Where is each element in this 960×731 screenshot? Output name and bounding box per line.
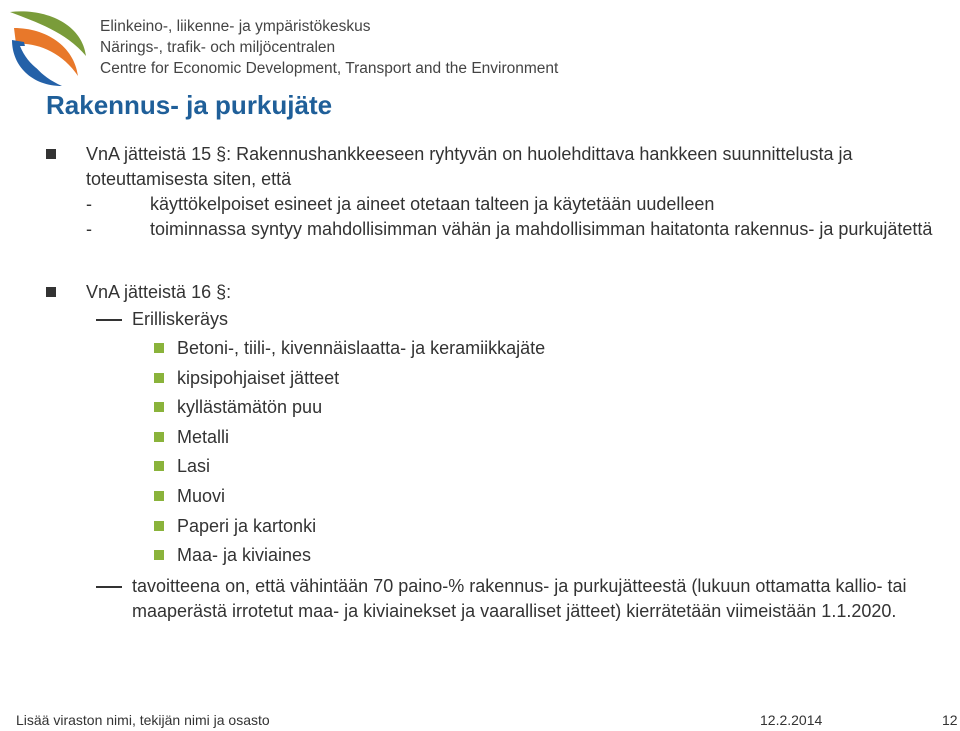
- list-item: [46, 541, 958, 571]
- ely-leaf-logo-icon: [6, 6, 88, 88]
- list-item: [46, 334, 958, 364]
- list-item-text: kipsipohjaiset jätteet: [177, 367, 340, 388]
- list-item-text: kyllästämätön puu: [177, 397, 323, 418]
- list-item: [46, 423, 958, 453]
- org-name-sv: Närings-, trafik- och miljöcentralen: [100, 39, 336, 56]
- dash-item: [46, 217, 958, 242]
- dash-item: [46, 192, 958, 217]
- green-square-bullet-icon: [154, 343, 164, 353]
- org-name-fi: Elinkeino-, liikenne- ja ympäristökeskus: [100, 18, 371, 35]
- list-item: [46, 452, 958, 482]
- green-square-bullet-icon: [154, 521, 164, 531]
- green-square-bullet-icon: [154, 432, 164, 442]
- square-bullet-icon: [46, 287, 56, 297]
- footer-page-number: 12: [942, 712, 958, 728]
- list-item-text: Metalli: [177, 426, 230, 447]
- bullet-16: [46, 280, 958, 305]
- dash-marker: [96, 586, 122, 588]
- bullet-16-text: VnA jätteistä 16 §:: [86, 282, 232, 302]
- list-item-text: Maa- ja kiviaines: [177, 545, 312, 566]
- dash-item-text: käyttökelpoiset esineet ja aineet otetaan talteen ja käytetään uudelleen: [150, 194, 715, 214]
- dash-marker: [96, 319, 122, 321]
- list-item: [46, 393, 958, 423]
- dash-item-text: toiminnassa syntyy mahdollisimman vähän ja mahdollisimman haitatonta rakennus- ja purkujätettä: [150, 219, 933, 239]
- bullet-15: [46, 142, 958, 192]
- footer-date: 12.2.2014: [760, 712, 823, 728]
- green-square-bullet-icon: [154, 550, 164, 560]
- sub-bullet-separate-collection: [46, 305, 958, 334]
- bullet-15-text: VnA jätteistä 15 §: Rakennushankkeeseen ryhtyvän on huolehdittava hankkeen suunnittelusta ja toteuttamisesta siten, että: [86, 144, 853, 189]
- square-bullet-icon: [46, 149, 56, 159]
- list-item-text: Muovi: [177, 485, 226, 506]
- green-square-bullet-icon: [154, 373, 164, 383]
- green-square-bullet-icon: [154, 461, 164, 471]
- dash-marker: -: [86, 194, 92, 214]
- list-item-text: Lasi: [177, 456, 211, 477]
- sub-bullet-text: tavoitteena on, että vähintään 70 paino-% rakennus- ja purkujätteestä (lukuun ottamatta kallio- tai maaperästä irrotetut maa- ja kiviainekset ja vaaralliset jätteet) kierrätetään viimeistään 1.1.2020.: [132, 575, 907, 621]
- list-item: [46, 482, 958, 512]
- org-name-en: Centre for Economic Development, Transport and the Environment: [100, 60, 559, 77]
- list-item-text: Betoni-, tiili-, kivennäislaatta- ja keramiikkajäte: [177, 338, 546, 358]
- organization-name: [100, 16, 558, 79]
- list-item-text: Paperi ja kartonki: [177, 515, 317, 536]
- sub-bullet-text: Erilliskeräys: [132, 309, 229, 329]
- green-square-bullet-icon: [154, 491, 164, 501]
- list-item: [46, 512, 958, 542]
- list-item: [46, 364, 958, 394]
- slide-title: Rakennus- ja purkujäte: [46, 90, 333, 120]
- green-square-bullet-icon: [154, 402, 164, 412]
- footer-agency: Lisää viraston nimi, tekijän nimi ja osasto: [16, 712, 270, 728]
- sub-bullet-target: [46, 574, 958, 624]
- dash-marker: -: [86, 219, 92, 239]
- slide-content: [46, 142, 958, 624]
